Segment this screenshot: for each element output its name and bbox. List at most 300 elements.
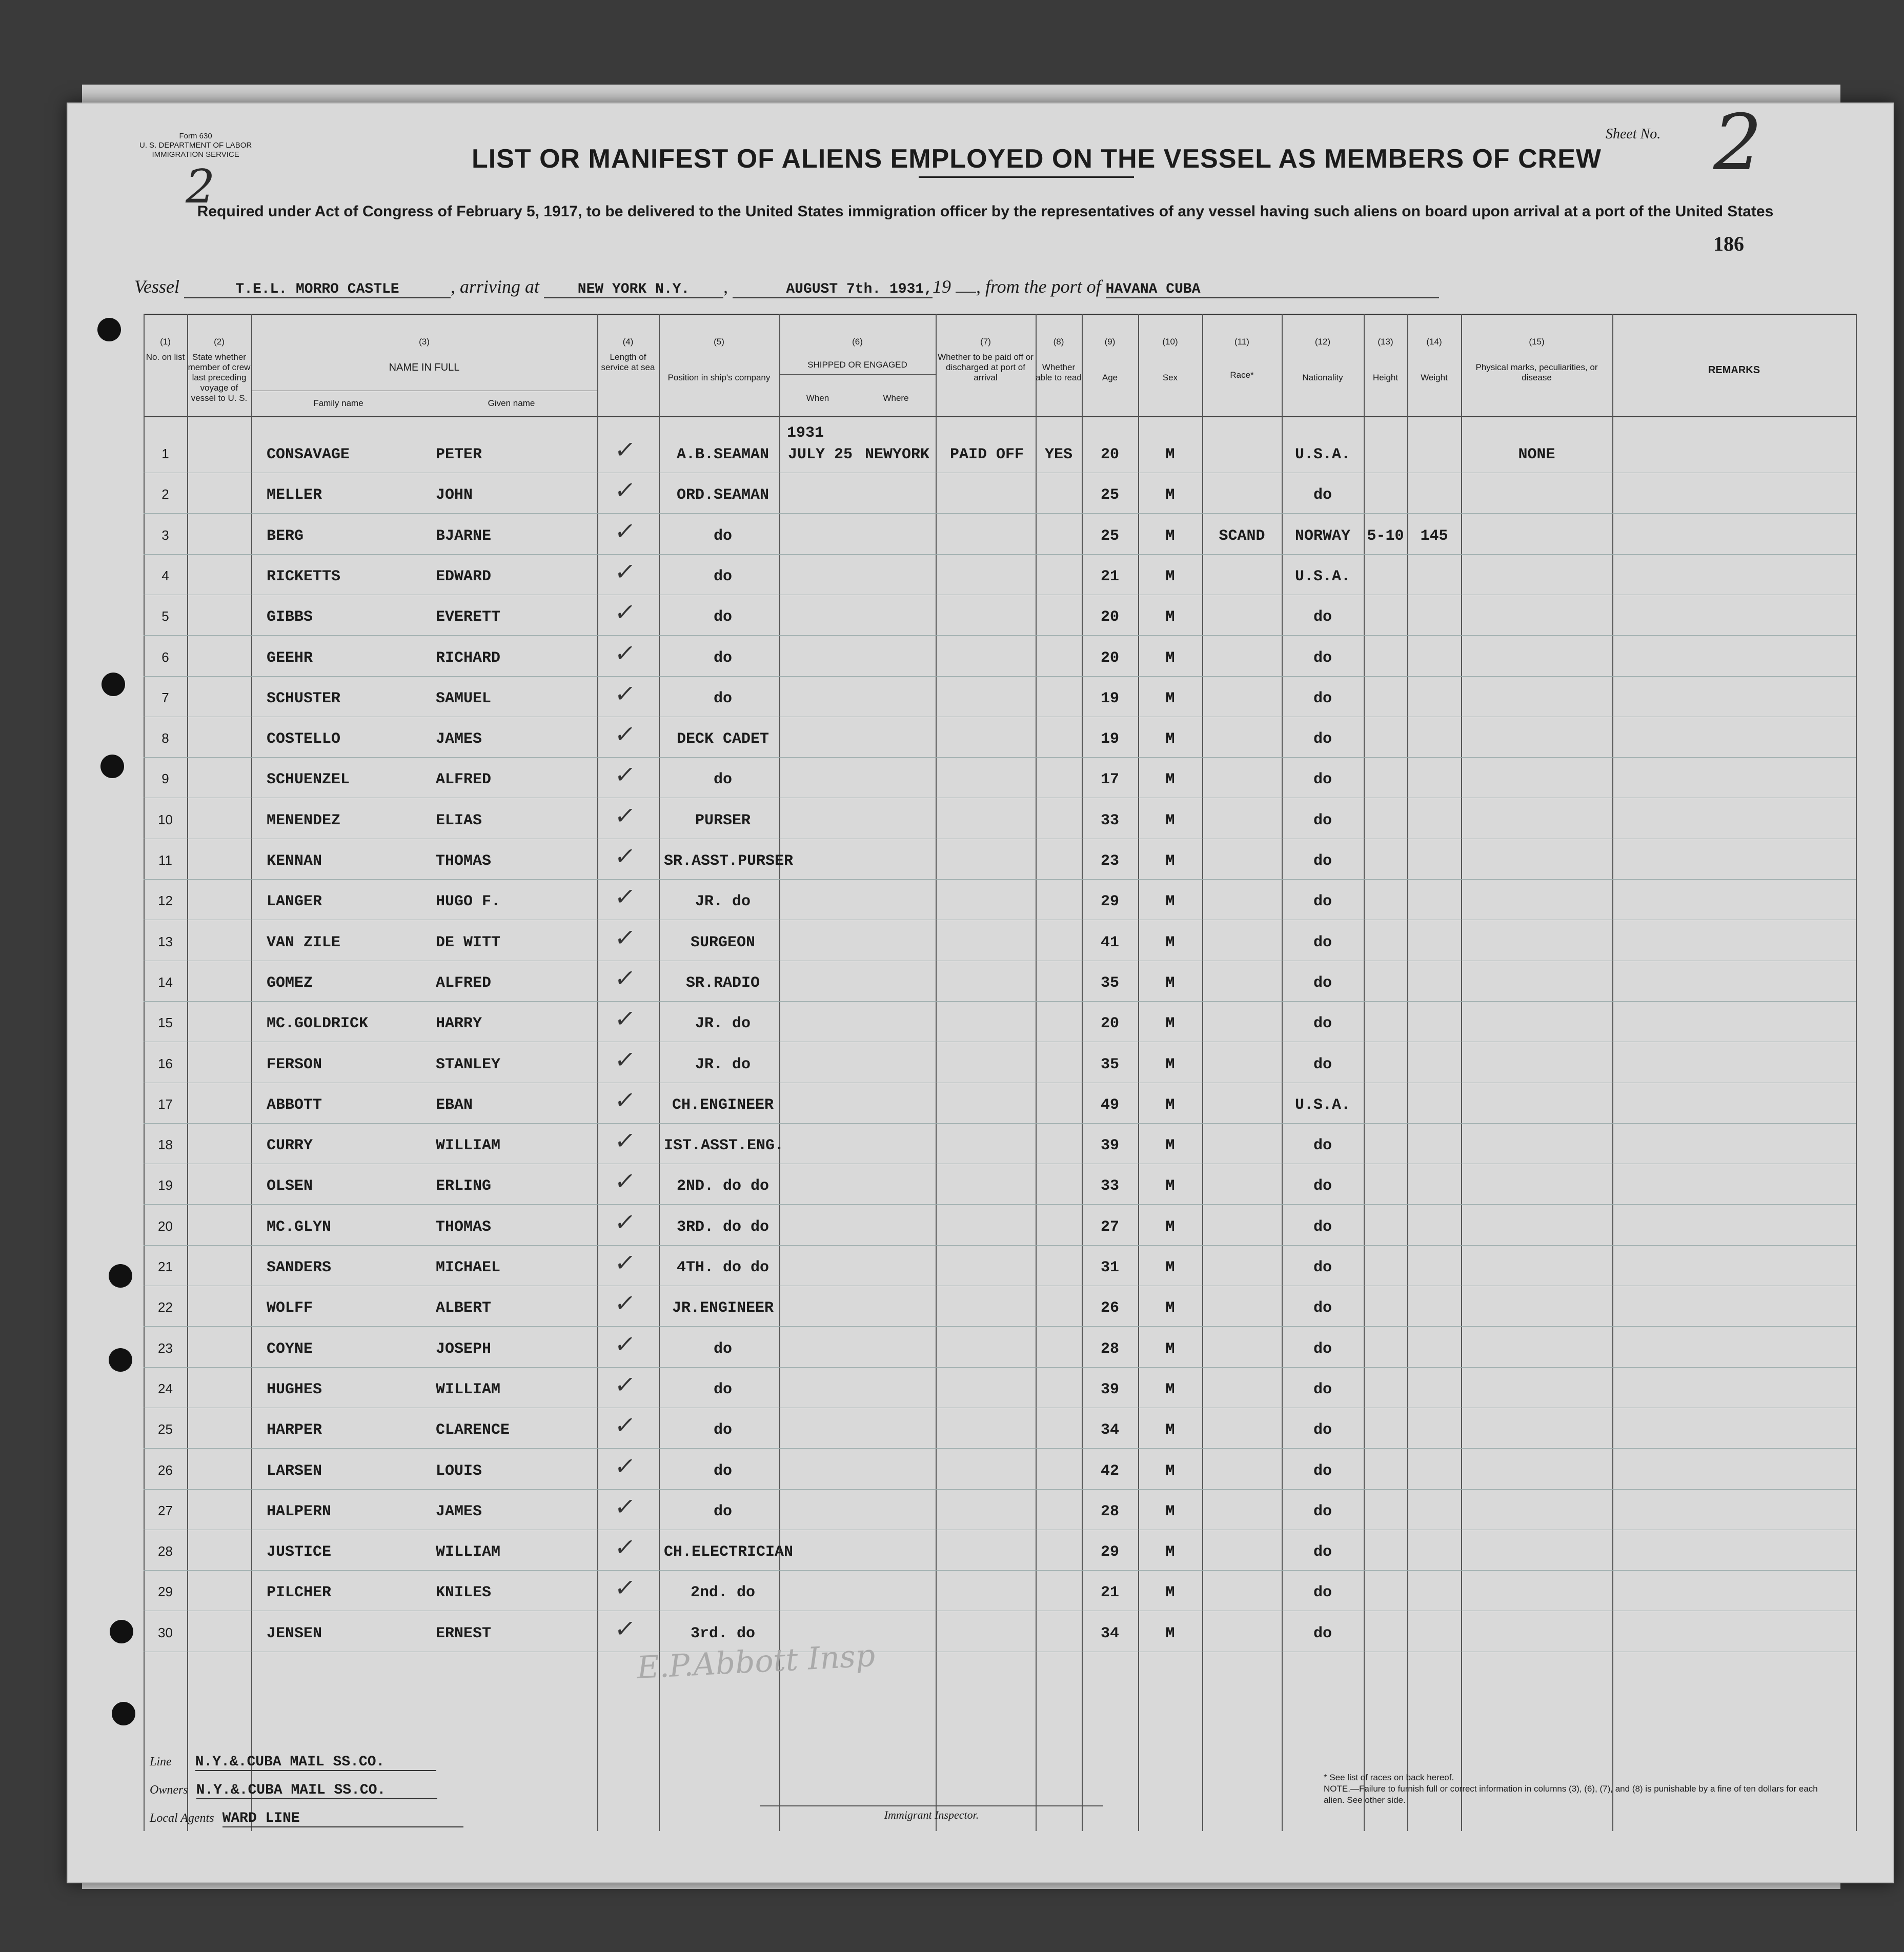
position: CH.ENGINEER (672, 1096, 774, 1114)
line-label: Line (150, 1755, 172, 1768)
checkmark-icon: ✓ (613, 598, 638, 626)
nationality: U.S.A. (1294, 1096, 1351, 1114)
given-name: WILLIAM (436, 1380, 501, 1398)
age: 20 (1100, 446, 1119, 463)
given-name: ALFRED (436, 771, 492, 789)
table-row (144, 1533, 1856, 1578)
given-name: DE WITT (436, 933, 501, 951)
age: 21 (1100, 567, 1119, 585)
column-header-c1: No. on list (146, 352, 185, 362)
binder-hole (97, 318, 121, 341)
column-header-c7: Whether to be paid off or discharged at port of arrival (938, 352, 1034, 382)
row-number: 27 (158, 1502, 173, 1518)
age: 29 (1100, 893, 1119, 911)
given-name: PETER (436, 446, 482, 463)
position: do (713, 567, 732, 585)
table-top-rule (144, 314, 1856, 315)
column-header-c7_num: (7) (980, 337, 991, 347)
family-name: LANGER (267, 893, 322, 911)
checkmark-icon: ✓ (613, 1452, 638, 1480)
age: 20 (1100, 608, 1119, 626)
table-row (144, 923, 1856, 969)
table-row (144, 1452, 1856, 1497)
given-name: EBAN (436, 1096, 473, 1114)
position: 3rd. do (690, 1624, 756, 1642)
column-header-c8_num: (8) (1053, 337, 1064, 347)
row-number: 3 (161, 527, 169, 543)
checkmark-icon: ✓ (613, 1289, 638, 1317)
nationality: do (1313, 852, 1332, 870)
sex: M (1165, 1177, 1175, 1195)
given-name: ERNEST (436, 1624, 492, 1642)
nationality: U.S.A. (1294, 446, 1351, 463)
given-name: ALBERT (436, 1299, 492, 1317)
table-row (144, 1167, 1856, 1212)
column-header-c10: Sex (1162, 373, 1178, 382)
nationality: do (1313, 1218, 1332, 1236)
binder-hole (109, 1348, 132, 1372)
checkmark-icon: ✓ (613, 1574, 638, 1602)
sex: M (1165, 608, 1175, 626)
row-number: 6 (161, 649, 169, 665)
family-name: MENENDEZ (267, 811, 341, 829)
row-number: 1 (161, 446, 169, 461)
from-label: from the port of (985, 276, 1101, 297)
sheet-label: Sheet No. (1606, 126, 1661, 142)
row-number: 19 (158, 1177, 173, 1193)
column-header-c8: Whether able to read (1036, 362, 1082, 382)
nationality: do (1313, 1299, 1332, 1317)
able-to-read: YES (1044, 446, 1072, 463)
given-name: JOSEPH (436, 1340, 492, 1358)
row-number: 23 (158, 1340, 173, 1356)
family-name: SCHUSTER (267, 689, 341, 707)
given-name: KNILES (436, 1584, 492, 1602)
checkmark-icon: ✓ (613, 1249, 638, 1276)
given-name: JAMES (436, 730, 482, 748)
checkmark-icon: ✓ (613, 964, 638, 992)
sex: M (1165, 1624, 1175, 1642)
family-name: PILCHER (267, 1584, 332, 1602)
given-name: LOUIS (436, 1462, 482, 1480)
age: 25 (1100, 527, 1119, 545)
checkmark-icon: ✓ (613, 1614, 638, 1642)
form-number: Form 630 (179, 132, 212, 140)
age: 41 (1100, 933, 1119, 951)
column-header-c6: SHIPPED OR ENGAGED (807, 360, 907, 370)
nationality: do (1313, 1462, 1332, 1480)
binder-hole (100, 755, 124, 778)
age: 23 (1100, 852, 1119, 870)
checkmark-icon: ✓ (613, 557, 638, 585)
position: SR.RADIO (685, 974, 760, 992)
given-name: ALFRED (436, 974, 492, 992)
agents-value: WARD LINE (222, 1811, 463, 1827)
row-number: 22 (158, 1299, 173, 1315)
nationality: do (1313, 1015, 1332, 1033)
page-subtitle: Required under Act of Congress of February 5, 1917, to be delivered to the United States immigration officer by the representatives of any vessel having such aliens on board upon arrival at a port of the United States (197, 203, 1774, 220)
line-field (150, 1754, 436, 1771)
column-header-c14: Weight (1421, 373, 1448, 382)
table-row (144, 1208, 1856, 1253)
sex: M (1165, 933, 1175, 951)
position: SR.ASST.PURSER (664, 852, 794, 870)
checkmark-icon: ✓ (613, 761, 638, 789)
row-number: 13 (158, 933, 173, 949)
family-name: SCHUENZEL (267, 771, 350, 789)
nationality: do (1313, 1055, 1332, 1073)
sex: M (1165, 1502, 1175, 1520)
age: 42 (1100, 1462, 1119, 1480)
sex: M (1165, 567, 1175, 585)
nationality: do (1313, 1584, 1332, 1602)
nationality: do (1313, 608, 1332, 626)
table-row (144, 761, 1856, 806)
page-title: LIST OR MANIFEST OF ALIENS EMPLOYED ON THE VESSEL AS MEMBERS OF CREW (472, 144, 1602, 174)
shipped-year: 1931 (787, 424, 824, 442)
sex: M (1165, 1218, 1175, 1236)
age: 25 (1100, 486, 1119, 504)
table-row (144, 1411, 1856, 1456)
given-name: RICHARD (436, 649, 501, 667)
age: 39 (1100, 1137, 1119, 1155)
family-name: VAN ZILE (267, 933, 341, 951)
family-name: SANDERS (267, 1259, 332, 1276)
checkmark-icon: ✓ (613, 1045, 638, 1073)
binder-hole (112, 1702, 135, 1725)
position: do (713, 1462, 732, 1480)
family-name: GOMEZ (267, 974, 313, 992)
row-number: 25 (158, 1421, 173, 1437)
column-header-c9: Age (1102, 373, 1118, 382)
given-name: JAMES (436, 1502, 482, 1520)
column-header-c10_num: (10) (1162, 337, 1178, 347)
sex: M (1165, 1584, 1175, 1602)
nationality: do (1313, 1543, 1332, 1561)
position: do (713, 771, 732, 789)
checkmark-icon: ✓ (613, 1167, 638, 1195)
column-header-c12: Nationality (1302, 373, 1343, 382)
column-header-c13_num: (13) (1378, 337, 1393, 347)
position: do (713, 1502, 732, 1520)
row-number: 15 (158, 1015, 173, 1031)
family-name: CONSAVAGE (267, 446, 350, 463)
sex: M (1165, 730, 1175, 748)
age: 33 (1100, 811, 1119, 829)
sex: M (1165, 486, 1175, 504)
row-number: 30 (158, 1624, 173, 1640)
checkmark-icon: ✓ (613, 476, 638, 504)
age: 33 (1100, 1177, 1119, 1195)
given-name: EVERETT (436, 608, 501, 626)
table-row (144, 842, 1856, 887)
position: ORD.SEAMAN (676, 486, 769, 504)
family-name: MC.GLYN (267, 1218, 332, 1236)
sex: M (1165, 811, 1175, 829)
row-number: 20 (158, 1218, 173, 1234)
sex: M (1165, 446, 1175, 463)
age: 20 (1100, 1015, 1119, 1033)
nationality: do (1313, 1137, 1332, 1155)
owners-value: N.Y.&.CUBA MAIL SS.CO. (196, 1782, 437, 1799)
checkmark-icon: ✓ (613, 1492, 638, 1520)
column-header-c12_num: (12) (1314, 337, 1331, 347)
table-row (144, 679, 1856, 725)
age: 35 (1100, 974, 1119, 992)
form-identifier (139, 132, 252, 159)
nationality: do (1313, 689, 1332, 707)
age: 49 (1100, 1096, 1119, 1114)
nationality: do (1313, 933, 1332, 951)
stamp-number: 186 (1713, 232, 1744, 255)
arrival-date: AUGUST 7th. 1931, (733, 281, 933, 298)
age: 29 (1100, 1543, 1119, 1561)
table-row (144, 964, 1856, 1009)
nationality: do (1313, 649, 1332, 667)
row-number: 2 (161, 486, 169, 502)
given-name: BJARNE (436, 527, 492, 545)
given-name: WILLIAM (436, 1543, 501, 1561)
table-row (144, 517, 1856, 562)
age: 26 (1100, 1299, 1119, 1317)
header-rule (144, 416, 1856, 417)
family-name: LARSEN (267, 1462, 322, 1480)
row-number: 10 (158, 811, 173, 827)
row-number: 14 (158, 974, 173, 990)
table-row (144, 1127, 1856, 1172)
table-row (144, 1330, 1856, 1375)
nationality: U.S.A. (1294, 567, 1351, 585)
family-name: FERSON (267, 1055, 322, 1073)
column-header-c1_num: (1) (160, 337, 171, 347)
owners-field (150, 1782, 437, 1799)
given-name: ELIAS (436, 811, 482, 829)
row-number: 4 (161, 567, 169, 583)
sex: M (1165, 771, 1175, 789)
column-header-c4_num: (4) (622, 337, 634, 347)
family-name: HALPERN (267, 1502, 332, 1520)
checkmark-icon: ✓ (613, 1370, 638, 1398)
column-header-c11: Race* (1230, 370, 1254, 380)
row-number: 18 (158, 1137, 173, 1153)
position: 2ND. do do (676, 1177, 769, 1195)
row-number: 21 (158, 1259, 173, 1274)
row-number: 8 (161, 730, 169, 746)
age: 34 (1100, 1421, 1119, 1439)
sex: M (1165, 1137, 1175, 1155)
column-header-c9_num: (9) (1104, 337, 1116, 347)
race-note: * See list of races on back hereof. (1324, 1773, 1454, 1782)
table-row (144, 476, 1856, 521)
age: 19 (1100, 689, 1119, 707)
column-header-c6b: Where (883, 393, 909, 403)
given-name: SAMUEL (436, 689, 492, 707)
nationality: do (1313, 1502, 1332, 1520)
given-name: STANLEY (436, 1055, 501, 1073)
family-name: GIBBS (267, 608, 313, 626)
family-name: COYNE (267, 1340, 313, 1358)
row-number: 9 (161, 771, 169, 787)
family-name: WOLFF (267, 1299, 313, 1317)
column-header-c2_num: (2) (214, 337, 225, 347)
nationality: do (1313, 1259, 1332, 1276)
service: IMMIGRATION SERVICE (152, 150, 239, 159)
inspector-signature: E.P.Abbott Insp (636, 1637, 876, 1686)
column-header-c3_num: (3) (419, 337, 430, 347)
agents-label: Local Agents (150, 1812, 214, 1825)
table-row (144, 883, 1856, 928)
family-name: CURRY (267, 1137, 313, 1155)
family-name: GEEHR (267, 649, 313, 667)
sex: M (1165, 1259, 1175, 1276)
year-blank (956, 292, 976, 293)
column-header-c3a: Family name (313, 398, 363, 408)
nationality: do (1313, 1380, 1332, 1398)
column-header-c5_num: (5) (714, 337, 724, 347)
sex: M (1165, 1421, 1175, 1439)
position: DECK CADET (676, 730, 769, 748)
checkmark-icon: ✓ (613, 1005, 638, 1033)
line-value: N.Y.&.CUBA MAIL SS.CO. (195, 1754, 436, 1771)
given-name: HUGO F. (436, 893, 501, 911)
checkmark-icon: ✓ (613, 1208, 638, 1236)
binder-hole (110, 1620, 133, 1643)
column-header-c14_num: (14) (1426, 337, 1442, 347)
table-row (144, 557, 1856, 603)
nationality: do (1313, 1177, 1332, 1195)
sex: M (1165, 1462, 1175, 1480)
family-name: MELLER (267, 486, 322, 504)
binder-hole (109, 1264, 132, 1288)
row-number: 29 (158, 1584, 173, 1600)
table-row (144, 1045, 1856, 1091)
age: 19 (1100, 730, 1119, 748)
sheet-number: 2 (1713, 98, 1763, 188)
position: IST.ASST.ENG. (664, 1137, 784, 1155)
column-header-c16: REMARKS (1708, 364, 1760, 376)
position: do (713, 1340, 732, 1358)
sex: M (1165, 527, 1175, 545)
age: 21 (1100, 1584, 1119, 1602)
column-header-c6a: When (806, 393, 829, 403)
sex: M (1165, 1096, 1175, 1114)
age: 34 (1100, 1624, 1119, 1642)
nationality: do (1313, 974, 1332, 992)
sex: M (1165, 1340, 1175, 1358)
table-row (144, 1492, 1856, 1538)
sex: M (1165, 852, 1175, 870)
age: 28 (1100, 1340, 1119, 1358)
checkmark-icon: ✓ (613, 1127, 638, 1155)
nationality: do (1313, 771, 1332, 789)
age: 20 (1100, 649, 1119, 667)
sex: M (1165, 1543, 1175, 1561)
position: do (713, 689, 732, 707)
nationality: NORWAY (1294, 527, 1351, 545)
table-row (144, 1574, 1856, 1619)
position: do (713, 1421, 732, 1439)
position: JR.ENGINEER (672, 1299, 774, 1317)
given-name: THOMAS (436, 852, 492, 870)
age: 28 (1100, 1502, 1119, 1520)
checkmark-icon: ✓ (613, 923, 638, 951)
vessel-label: Vessel (134, 276, 179, 297)
footnote (1324, 1772, 1836, 1806)
position: PURSER (695, 811, 751, 829)
sex: M (1165, 974, 1175, 992)
table-row (144, 424, 1856, 481)
shipped-where: NEWYORK (864, 446, 930, 463)
checkmark-icon: ✓ (613, 517, 638, 545)
binder-hole (102, 673, 125, 696)
table-row (144, 1005, 1856, 1050)
table-row (144, 639, 1856, 684)
table-row (144, 598, 1856, 643)
family-name: JENSEN (267, 1624, 322, 1642)
family-name: HARPER (267, 1421, 322, 1439)
column-header-c3: NAME IN FULL (389, 362, 460, 373)
manifest-sheet (67, 98, 1894, 1883)
table-row (144, 1086, 1856, 1131)
sex: M (1165, 893, 1175, 911)
row-number: 5 (161, 608, 169, 624)
age: 27 (1100, 1218, 1119, 1236)
table-row (144, 1249, 1856, 1294)
given-name: WILLIAM (436, 1137, 501, 1155)
position: CH.ELECTRICIAN (664, 1543, 794, 1561)
checkmark-icon: ✓ (613, 679, 638, 707)
position: SURGEON (690, 933, 756, 951)
column-header-c11_num: (11) (1234, 337, 1249, 347)
age: 31 (1100, 1259, 1119, 1276)
given-name: THOMAS (436, 1218, 492, 1236)
row-number: 12 (158, 893, 173, 909)
position: do (713, 527, 732, 545)
agents-field (150, 1811, 463, 1827)
sex: M (1165, 689, 1175, 707)
column-header-c4: Length of service at sea (601, 352, 655, 372)
arriving-port: NEW YORK N.Y. (544, 281, 723, 298)
row-number: 17 (158, 1096, 173, 1112)
table-row (144, 720, 1856, 765)
row-number: 26 (158, 1462, 173, 1478)
given-name: JOHN (436, 486, 473, 504)
checkmark-icon: ✓ (613, 1533, 638, 1561)
shipped-subheader-rule (779, 374, 936, 375)
nationality: do (1313, 486, 1332, 504)
position: do (713, 608, 732, 626)
race: SCAND (1219, 527, 1265, 545)
table-row (144, 801, 1856, 847)
position: A.B.SEAMAN (676, 446, 769, 463)
family-name: OLSEN (267, 1177, 313, 1195)
row-number: 16 (158, 1055, 173, 1071)
from-port: HAVANA CUBA (1106, 281, 1439, 298)
column-header-c13: Height (1372, 373, 1399, 382)
vessel-line: Vessel T.E.L. MORRO CASTLE , arriving at NEW YORK N.Y. , AUGUST 7th. 1931,19 , from the port of HAVANA CUBA (134, 276, 1439, 298)
given-name: CLARENCE (436, 1421, 510, 1439)
checkmark-icon: ✓ (613, 883, 638, 911)
checkmark-icon: ✓ (613, 720, 638, 748)
checkmark-icon: ✓ (613, 1330, 638, 1358)
sex: M (1165, 1380, 1175, 1398)
position: 4TH. do do (676, 1259, 769, 1276)
penalty-note: NOTE.—Failure to furnish full or correct information in columns (3), (6), (7), and (8) is punishable by a fine of ten dollars for each alien. See other side. (1324, 1784, 1818, 1805)
checkmark-icon: ✓ (613, 639, 638, 667)
family-name: RICKETTS (267, 567, 341, 585)
crew-table (144, 314, 1856, 1831)
column-header-c6_num: (6) (852, 337, 863, 347)
